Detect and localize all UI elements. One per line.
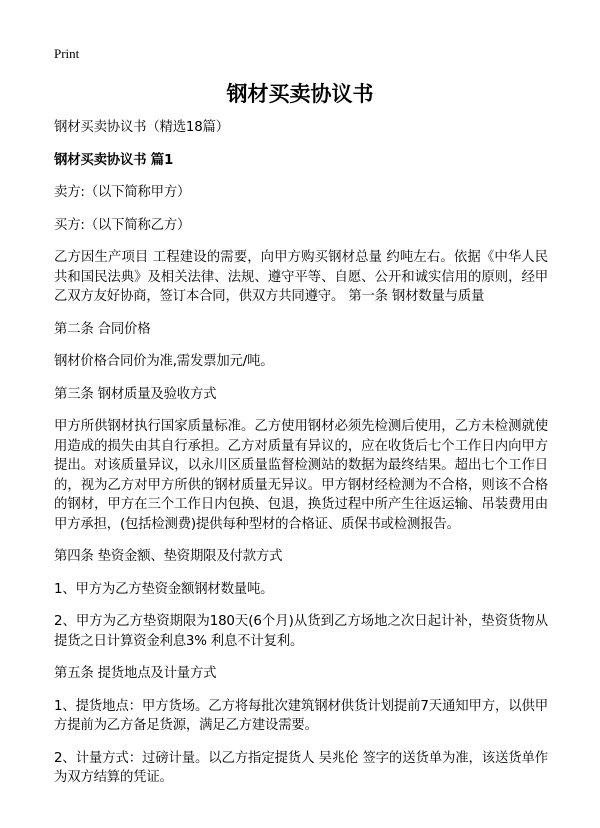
article-4-item-1: 1、甲方为乙方垫资金额钢材数量吨。 — [54, 581, 274, 597]
document-title: 钢材买卖协议书 — [226, 82, 374, 106]
article-5-item-1: 1、提货地点：甲方货场。乙方将每批次建筑钢材供货计划提前7天通知甲方，以供甲方提前为乙方备足货源，满足乙方建设需要。 — [54, 698, 548, 733]
document-subtitle: 钢材买卖协议书（精选18篇） — [54, 120, 229, 135]
article-3-text: 甲方所供钢材执行国家质量标准。乙方使用钢材必须先检测后使用，乙方未检测就使用造成的损失由其自行承担。乙方对质量有异议的，应在收货后七个工作日内向甲方提出。对该质量异议，以永川区质量监督检测站的数据为最终结果。超出七个工作日的，视为乙方对甲方所供的钢材质量无异议。甲方钢材经检测为不合格，则该不合格的钢材，甲方在三个工作日内包换、包退，换货过程中所产生往返运输、吊装费用由甲方承担，(包括检测费)提供每种型材的合格证、质保书或检测报告。 — [54, 419, 548, 532]
article-4-item-2: 2、甲方为乙方垫资期限为180天(6个月)从货到乙方场地之次日起计补，垫资货物从提货之日计算资金利息3% 利息不计复利。 — [54, 614, 548, 649]
article-2-heading: 第二条 合同价格 — [54, 321, 151, 337]
article-2-text: 钢材价格合同价为准,需发票加元/吨。 — [54, 354, 274, 369]
article-4-heading: 第四条 垫资金额、垫资期限及付款方式 — [54, 549, 283, 564]
section-heading: 钢材买卖协议书 篇1 — [54, 152, 174, 168]
seller-line: 卖方:（以下简称甲方） — [54, 185, 191, 200]
intro-paragraph: 乙方因生产项目 工程建设的需要，向甲方购买钢材总量 约吨左右。依据《中华人民共和国民法典》及相关法律、法规、遵守平等、自愿、公开和诚实信用的原则，经甲乙双方友好协商，签订本合同，供双方共同遵守。 第一条 钢材数量与质量 — [54, 250, 548, 304]
article-5-heading: 第五条 提货地点及计量方式 — [54, 666, 217, 681]
document-body — [54, 118, 548, 801]
article-5-item-2: 2、计量方式：过磅计量。以乙方指定提货人 吴兆伦 签字的送货单为准，该送货单作为双方结算的凭证。 — [54, 750, 548, 785]
buyer-line: 买方:（以下简称乙方） — [54, 217, 191, 233]
print-link[interactable]: Print — [54, 46, 80, 61]
article-3-heading: 第三条 钢材质量及验收方式 — [54, 386, 217, 402]
